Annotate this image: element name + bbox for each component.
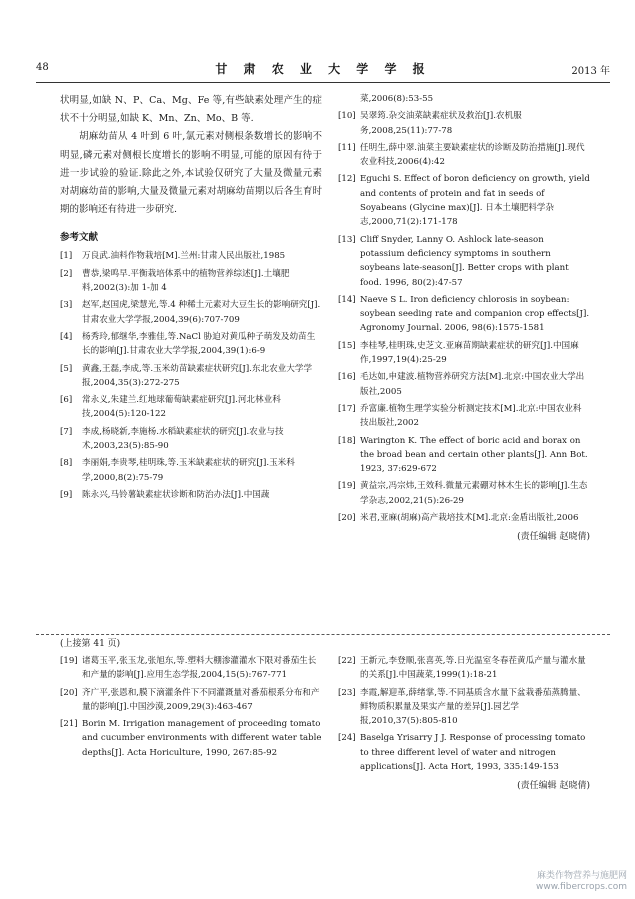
reference-number: [5]: [60, 363, 73, 374]
reference-item: [60, 362, 322, 391]
reference-item: [60, 249, 322, 263]
reference-number: [3]: [60, 300, 73, 311]
left-column: [60, 92, 322, 505]
reference-text: 万良武.油料作物栽培[M].兰州:甘肃人民出版社,1985: [82, 251, 286, 262]
paragraph: 胡麻幼苗从 4 叶到 6 叶,氯元素对侧根条数增长的影响不明显,磷元素对侧根长度增长的影响不明显,可能的原因有待于进一步试验的验证.除此之外,本试验仅研究了大量及微量元素对胡麻幼苗的影响,大量及微量元素对胡麻幼苗期以后各生育时期的影响还有待进一步研究.: [60, 131, 322, 216]
reference-text: 陈永兴,马铃薯缺素症状诊断和防治办法[J].中国蔬: [82, 489, 270, 500]
site-watermark: [536, 871, 627, 893]
watermark-url: www.fibercrops.com: [536, 882, 627, 892]
section-separator: [36, 634, 610, 635]
reference-item: [60, 267, 322, 296]
reference-item: [338, 233, 590, 290]
reference-number: [12]: [338, 174, 356, 185]
reference-item: [338, 402, 590, 431]
reference-text: Cliff Snyder, Lanny O. Ashlock late-season potassium deficiency symptoms in southern soybeans late-season[J]. Better crops with plant food. 1996, 80(2):47-57: [360, 234, 569, 288]
reference-text: 黄益宗,冯宗炜,王效科.微量元素硼对林木生长的影响[J].生态学杂志,2002,21(5):26-29: [360, 481, 588, 506]
reference-number: [17]: [338, 403, 356, 414]
reference-number: [20]: [60, 687, 78, 698]
reference-number: [23]: [338, 687, 356, 698]
right-column: [338, 92, 590, 542]
reference-text: 赵军,赵国虎,梁慧光,等.4 种稀土元素对大豆生长的影响研究[J].甘肃农业大学学报,2004,39(6):707-709: [82, 300, 321, 325]
reference-number: [11]: [338, 142, 356, 153]
reference-text: Baselga Yrisarry J J. Response of processing tomato to three different level of water and nitrogen applications[J]. Acta Hort, 1993, 335:149-153: [360, 733, 586, 773]
reference-number: [24]: [338, 733, 356, 744]
reference-number: [15]: [338, 340, 356, 351]
reference-number: [1]: [60, 251, 73, 262]
reference-number: [20]: [338, 513, 356, 524]
page-number: 48: [36, 62, 49, 73]
reference-text: 杨秀玲,郁继华,李雅佳,等.NaCl 胁迫对黄瓜种子萌发及幼苗生长的影响[J].甘肃农业大学学报,2004,39(1):6-9: [82, 331, 316, 357]
reference-item: [60, 425, 322, 454]
reference-item: [338, 686, 590, 729]
reference-item: [60, 654, 322, 683]
reference-number: [18]: [338, 435, 356, 446]
reference-number: [16]: [338, 372, 356, 383]
reference-item: [60, 717, 322, 760]
reference-item: [338, 172, 590, 229]
journal-title: 甘 肃 农 业 大 学 学 报: [215, 62, 431, 76]
references-heading: 参考文献: [60, 232, 99, 244]
reference-item: [338, 339, 590, 368]
reference-text: 齐广平,张恩和,膜下滴灌条件下不同灌溉量对番茄根系分布和产量的影响[J].中国沙漠,2009,29(3):463-467: [82, 687, 320, 712]
reference-number: [10]: [338, 111, 356, 122]
reference-continuation: [338, 92, 590, 106]
reference-number: [19]: [60, 656, 78, 666]
reference-text: 李桂琴,桂明珠,史芝文.亚麻苗期缺素症状的研究[J].中国麻作,1997,19(4):25-29: [360, 340, 579, 366]
reference-text: 李霞,解迎革,薛绪掌,等.不同基质含水量下盆栽番茄蒸腾量、鲜物质积累量及果实产量的差异[J].园艺学报,2010,37(5):805-810: [360, 687, 586, 727]
reference-item: [338, 434, 590, 477]
reference-item: [338, 293, 590, 336]
reference-list: [338, 109, 590, 525]
reference-number: [9]: [60, 489, 73, 500]
reference-item: [60, 686, 322, 715]
reference-item: [60, 298, 322, 327]
header-rule: [36, 82, 610, 83]
reference-number: [4]: [60, 331, 73, 342]
reference-text: 毛达如,申建波.植物营养研究方法[M].北京:中国农业大学出版社,2005: [360, 372, 585, 397]
reference-text: 李成,杨晓新,李施杨.水稻缺素症状的研究[J].农业与技术,2003,23(5):85-90: [82, 426, 284, 451]
paragraph: 状明显,如缺 N、P、Ca、Mg、Fe 等,有些缺素处理产生的症状不十分明显,如缺 K、Mn、Zn、Mo、B 等.: [60, 95, 322, 125]
reference-item: [60, 488, 322, 502]
reference-item: [338, 109, 590, 138]
reference-number: [6]: [60, 395, 73, 406]
reference-item: [338, 511, 590, 525]
reference-text: Eguchi S. Effect of boron deficiency on growth, yield and contents of protein and fat in seeds of Soyabeans (Glycine max)[J]. 日本土壤肥料学杂志,2000,71(2):171-178: [360, 174, 590, 228]
reference-item: [338, 731, 590, 774]
body-text: [60, 92, 322, 219]
reference-text: 黄鑫,王磊,李成,等.玉米幼苗缺素症状研究[J].东北农业大学学报,2004,35(3):272-275: [82, 363, 313, 388]
reference-item: [60, 393, 322, 422]
bottom-left-column: [60, 654, 322, 763]
reference-number: [22]: [338, 656, 356, 666]
reference-text: 任明生,薛中翠.油菜主要缺素症状的诊断及防治措施[J].现代农业科技,2006(4):42: [360, 142, 585, 168]
reference-text: 常永义,朱建兰.红地球葡萄缺素症研究[J].河北林业科技,2004(5):120-122: [82, 395, 281, 420]
reference-item: [338, 370, 590, 399]
watermark-name: 麻类作物营养与施肥网: [536, 871, 627, 881]
reference-text: 曹恭,梁鸣早.平衡栽培体系中的植物营养综述[J].土壤肥料,2002(3):加 1-加 4: [82, 268, 290, 294]
reference-number: [21]: [60, 719, 78, 730]
reference-text: Warington K. The effect of boric acid and borax on the broad bean and certain other plants[J]. Ann Bot. 1923, 37:629-672: [360, 435, 588, 475]
reference-text: 菜,2006(8):53-55: [360, 94, 434, 104]
continued-note: (上接第 41 页): [60, 639, 121, 649]
reference-item: [338, 654, 590, 683]
reference-text: 诸葛玉平,张玉龙,张旭东,等.塑料大棚渗灌灌水下限对番茄生长和产量的影响[J].应用生态学报,2004,15(5):767-771: [82, 656, 317, 681]
reference-text: Borin M. Irrigation management of proceeding tomato and cucumber environments with different water table depths[J]. Acta Horiculture, 1990, 267:85-92: [82, 719, 322, 758]
reference-item: [60, 456, 322, 485]
reference-number: [7]: [60, 426, 73, 437]
journal-year: 2013 年: [571, 66, 610, 77]
reference-list: [60, 249, 322, 502]
reference-text: 乔富廉.植物生理学实验分析测定技术[M].北京:中国农业科技出版社,2002: [360, 403, 582, 429]
page-header: [36, 60, 610, 78]
reference-text: 李丽娟,李贵琴,桂明珠,等.玉米缺素症状的研究[J].玉米科学,2000,8(2):75-79: [82, 458, 295, 483]
editor-note: (责任编辑 赵晓倩): [517, 781, 590, 792]
reference-number: [2]: [60, 268, 73, 279]
bottom-right-column: [338, 654, 590, 791]
reference-number: [8]: [60, 458, 73, 469]
reference-item: [60, 330, 322, 359]
editor-note: (责任编辑 赵晓倩): [517, 532, 590, 543]
reference-number: [14]: [338, 294, 356, 305]
reference-number: [19]: [338, 481, 356, 492]
reference-text: Naeve S L. Iron deficiency chlorosis in soybean: soybean seeding rate and companion crop effects[J]. Agronomy Journal. 2006, 98(6):1575-1581: [360, 294, 590, 334]
reference-text: 米君,亚麻(胡麻)高产栽培技术[M].北京:金盾出版社,2006: [360, 513, 579, 524]
reference-item: [338, 479, 590, 508]
reference-text: 王新元,李登顺,张喜英,等.日光温室冬春茬黄瓜产量与灌水量的关系[J].中国蔬菜,1999(1):18-21: [360, 656, 586, 681]
reference-text: 吴翠筠.杂交油菜缺素症状及救治[J].农机服务,2008,25(11):77-78: [360, 111, 522, 136]
reference-number: [13]: [338, 234, 356, 245]
reference-item: [338, 141, 590, 170]
